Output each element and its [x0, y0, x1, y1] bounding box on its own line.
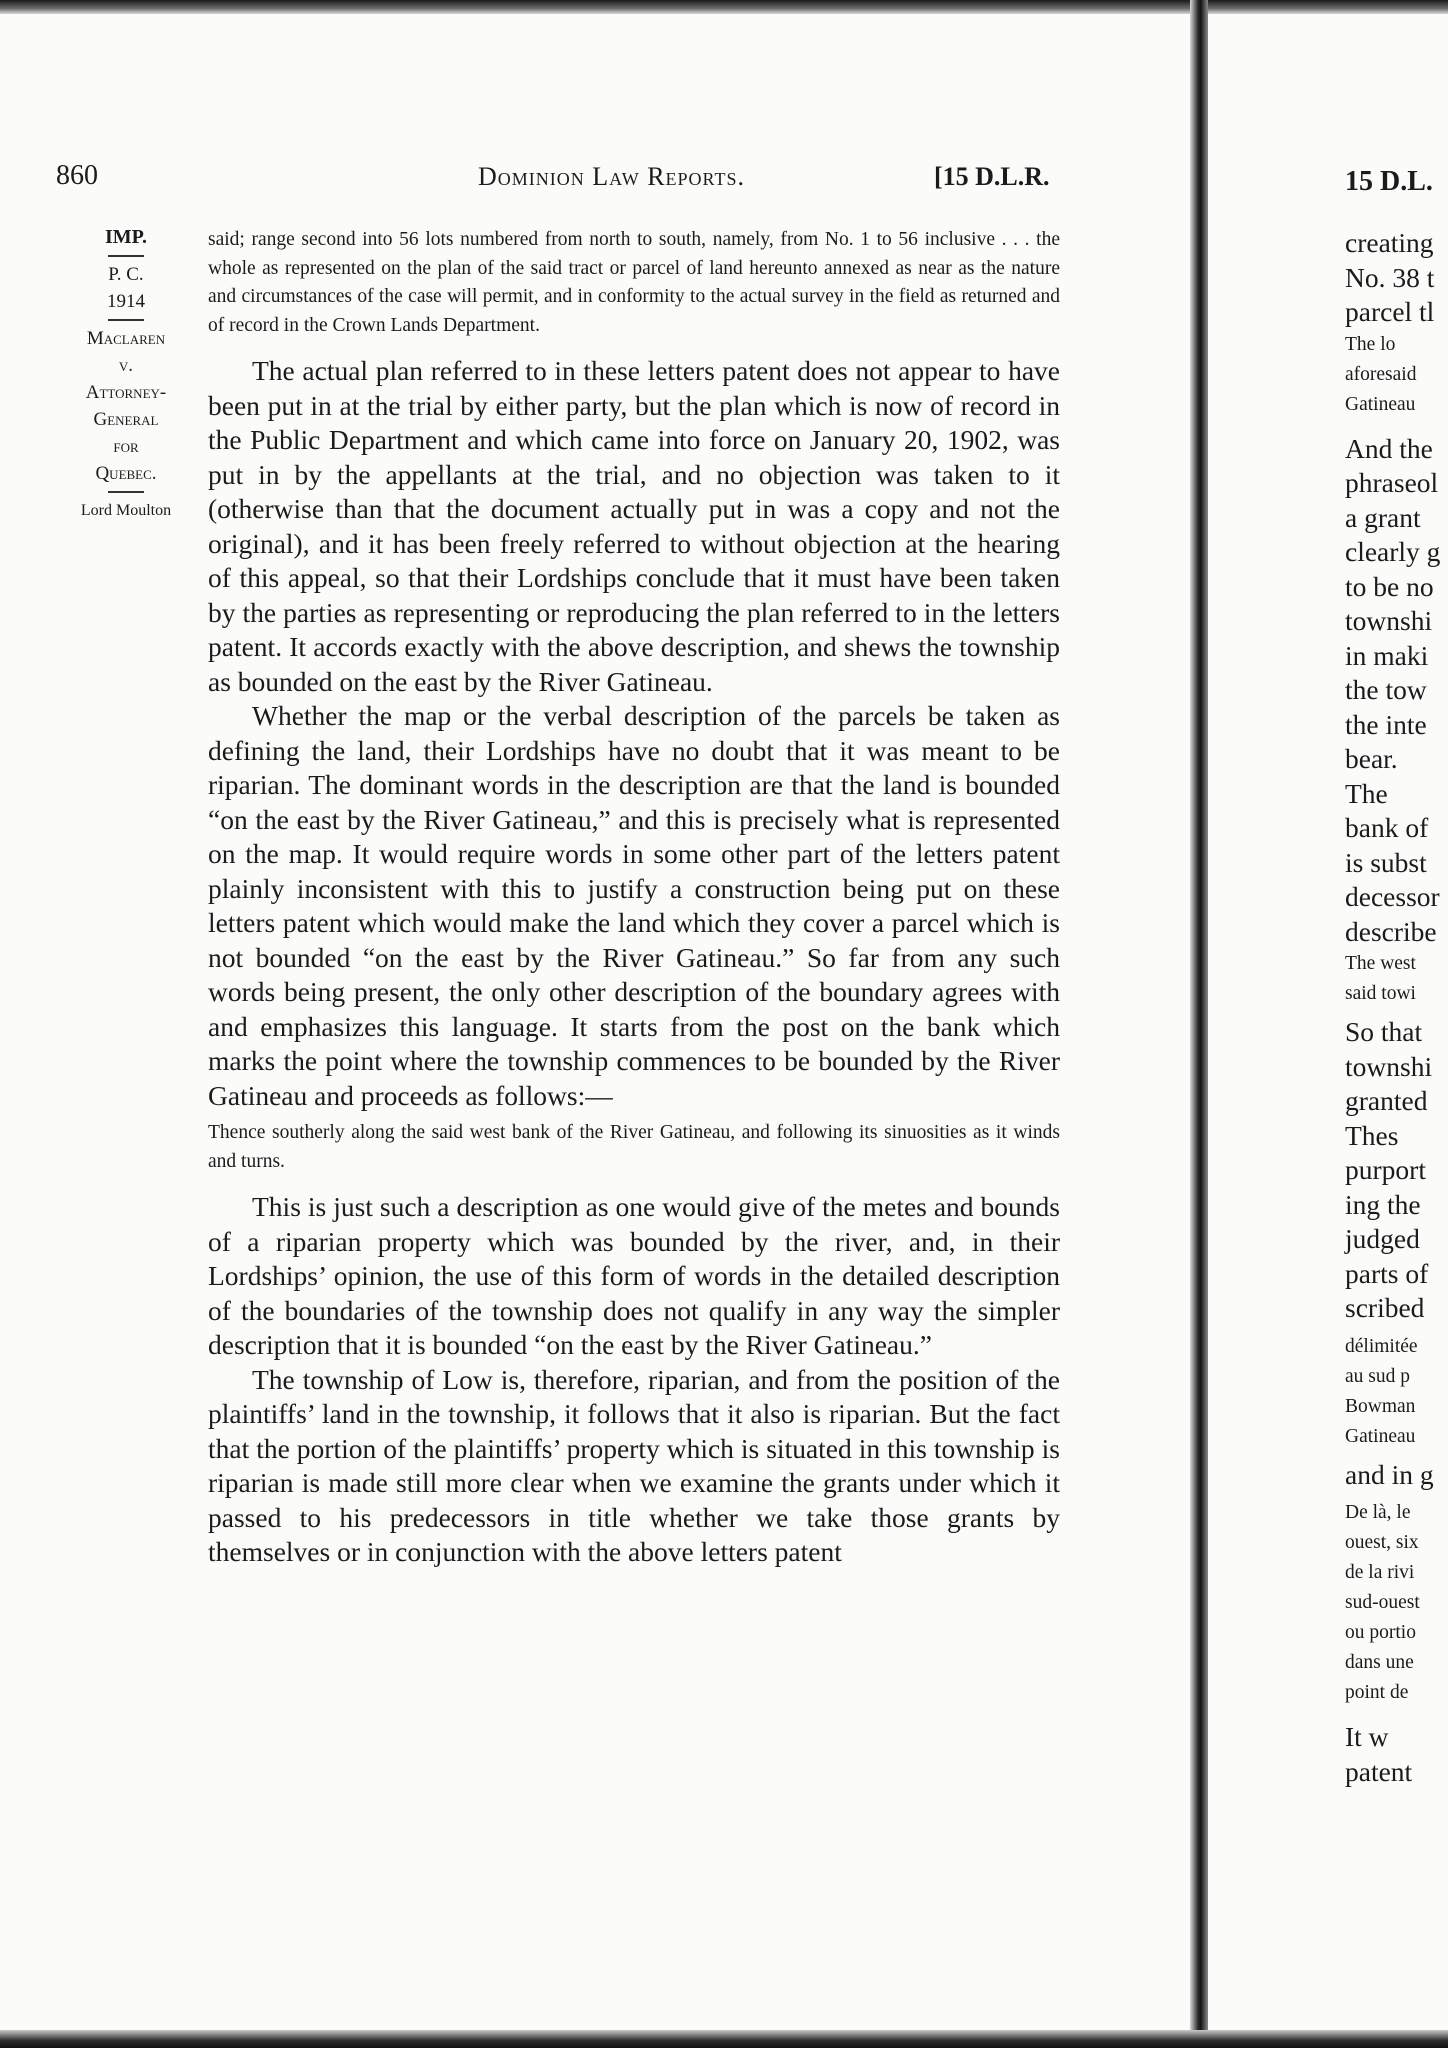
- text-line: And the: [1345, 432, 1433, 464]
- margin-tribunal: P. C.: [108, 264, 144, 285]
- text-line: townshi: [1345, 1050, 1433, 1082]
- text-line: bank of: [1345, 812, 1429, 843]
- volume-label: [15 D.L.R.: [934, 162, 1050, 191]
- text-line: creating: [1345, 227, 1434, 258]
- margin-rule: [108, 319, 144, 321]
- text-line: said towi: [1345, 983, 1416, 1004]
- text-line: judged: [1345, 1223, 1420, 1254]
- scan-top-edge: [0, 0, 1448, 14]
- text-line: in maki: [1345, 639, 1429, 671]
- margin-case-name: Maclaren: [86, 328, 166, 349]
- text-line: townshi: [1345, 605, 1433, 636]
- margin-court: IMP.: [104, 226, 148, 248]
- running-title: Dominion Law Reports.: [478, 162, 745, 191]
- body-paragraph: This is just such a description as one would give of the metes and bounds of a riparian property which was bounded by the river, and, in their Lordships’ opinion, the use of this form of words in the detailed description of the boundaries of the township does not qualify in any way the simpler description that it is bounded “on the east by the River Gatineau.”: [208, 1191, 1060, 1360]
- margin-case-name: v.: [118, 355, 134, 376]
- continued-quotation: said; range second into 56 lots numbered from north to south, namely, from No. 1 to 56 inclusive . . . the whole as represented on the plan of the said tract or parcel of land hereunto annexed as near as the nature and circumstances of the case will permit, and in conformity to the actual survey in the field as returned and of record in the Crown Lands Department.: [208, 229, 1060, 336]
- text-line: to be no: [1345, 570, 1434, 602]
- left-page: [0, 14, 1190, 2030]
- text-line: purport: [1345, 1154, 1426, 1185]
- page-number: 860: [56, 160, 98, 191]
- text-line: a grant: [1345, 501, 1421, 533]
- text-line: De là, le: [1345, 1502, 1411, 1523]
- block-quotation: Thence southerly along the said west bank of the River Gatineau, and following its sinuosities as it winds and turns.: [208, 1122, 1060, 1172]
- margin-rule: [108, 255, 144, 257]
- text-line: ing the: [1345, 1188, 1421, 1220]
- text-line: de la rivi: [1345, 1562, 1415, 1583]
- margin-year: 1914: [107, 291, 145, 312]
- body-paragraph: The township of Low is, therefore, riparian, and from the position of the plaintiffs’ land in the township, it follows that it also is riparian. But the fact that the portion of the plaintiffs’ property which is situated in this township is riparian is made still more clear when we examine the grants under which it passed to his predecessors in title whether we take those grants by themselves or in conjunction with the above letters patent: [208, 1363, 1060, 1567]
- text-line: No. 38 t: [1345, 261, 1435, 293]
- margin-case-name: Quebec.: [95, 463, 157, 484]
- right-page: [1208, 14, 1448, 2030]
- text-line: Gatineau: [1345, 393, 1416, 415]
- text-line: It w: [1345, 1721, 1389, 1752]
- text-line: dans une: [1345, 1652, 1414, 1673]
- margin-notes: [56, 224, 196, 524]
- body-paragraph: The actual plan referred to in these letters patent does not appear to have been put in at the trial by either party, but the plan which is now of record in the Public Department and which came into force on January 20, 1902, was put in by the appellants at the trial, and no objection was taken to it (otherwise than that the document actually put in was a copy and not the original), and it has been freely referred to without objection at the hearing of this appeal, so that their Lordships conclude that it must have been taken by the parties as representing or reproducing the plan referred to in the letters patent. It accords exactly with the above description, and shews the township as bounded on the east by the River Gatineau.: [208, 355, 1060, 697]
- main-text: [208, 226, 1060, 1570]
- body-paragraph: Whether the map or the verbal description of the parcels be taken as defining the land, their Lordships have no doubt that it was meant to be riparian. The dominant words in the description are that the land is bounded “on the east by the River Gatineau,” and this is precisely what is represented on the map. It would require words in some other part of the letters patent plainly inconsistent with this to justify a construction being put on these letters patent which would make the land which they cover a parcel which is not bounded “on the east by the River Gatineau.” So far from any such words being present, the only other description of the boundary agrees with and emphasizes this language. It starts from the post on the bank which marks the point where the township commences to be bounded by the River Gatineau and proceeds as follows:—: [208, 700, 1060, 1111]
- text-line: describe: [1345, 915, 1437, 947]
- text-line: sud-ouest: [1345, 1592, 1420, 1613]
- text-line: délimitée: [1345, 1335, 1418, 1357]
- margin-rule: [108, 491, 144, 493]
- text-line: bear.: [1345, 743, 1398, 774]
- text-line: The west: [1345, 953, 1416, 974]
- text-line: the tow: [1345, 674, 1427, 705]
- text-line: The: [1345, 777, 1388, 809]
- text-line: granted: [1345, 1085, 1428, 1116]
- margin-case-name: General: [93, 409, 159, 430]
- text-line: Thes: [1345, 1119, 1399, 1151]
- right-page-text: [1345, 226, 1448, 1789]
- text-line: The lo: [1345, 333, 1396, 355]
- book-gutter: [1190, 0, 1208, 2048]
- margin-case-name: for: [113, 436, 139, 457]
- text-line: scribed: [1345, 1292, 1425, 1323]
- text-line: parcel tl: [1345, 296, 1435, 327]
- text-line: Bowman: [1345, 1395, 1416, 1417]
- text-line: au sud p: [1345, 1365, 1410, 1387]
- text-line: ou portio: [1345, 1622, 1416, 1643]
- text-line: phraseol: [1345, 467, 1439, 498]
- text-line: parts of: [1345, 1257, 1429, 1289]
- text-line: clearly g: [1345, 536, 1441, 567]
- text-line: patent: [1345, 1755, 1413, 1787]
- margin-case-name: Attorney-: [85, 382, 167, 403]
- text-line: the inte: [1345, 708, 1427, 740]
- margin-judge: Lord Moulton: [80, 502, 172, 519]
- right-page-header: 15 D.L.: [1345, 166, 1433, 197]
- text-line: aforesaid: [1345, 363, 1417, 385]
- text-line: So that: [1345, 1016, 1423, 1047]
- text-line: decessor: [1345, 881, 1440, 912]
- text-line: is subst: [1345, 846, 1427, 878]
- text-line: Gatineau: [1345, 1425, 1416, 1447]
- text-line: point de: [1345, 1682, 1409, 1703]
- text-line: and in g: [1345, 1458, 1434, 1490]
- scan-bottom-edge: [0, 2030, 1448, 2048]
- text-line: ouest, six: [1345, 1532, 1419, 1553]
